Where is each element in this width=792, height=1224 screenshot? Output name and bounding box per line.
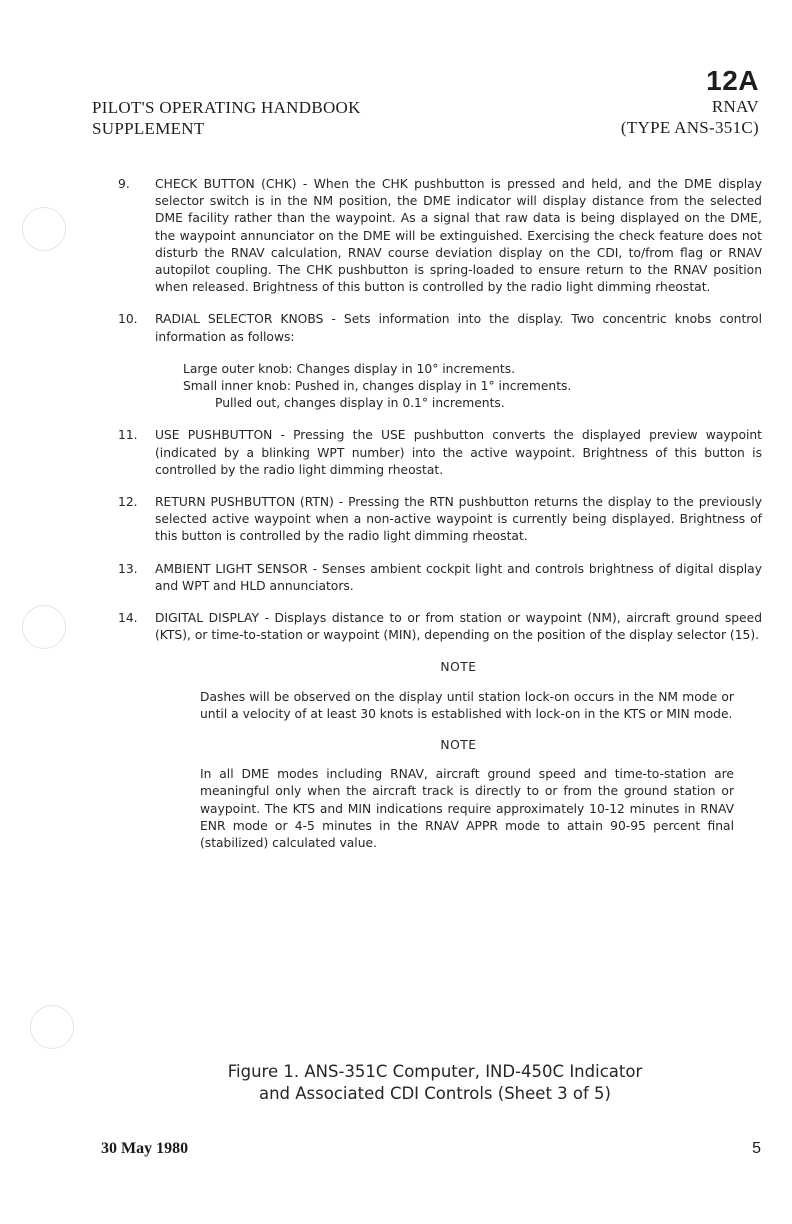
footer-page-number: 5 xyxy=(752,1140,761,1157)
list-item xyxy=(118,311,762,412)
list-item xyxy=(118,494,762,546)
knob-function-line: Pulled out, changes display in 0.1° increments. xyxy=(215,396,505,411)
item-text: USE PUSHBUTTON - Pressing the USE pushbutton converts the displayed preview waypoint (indicated by a blinking WPT number) into the active waypoint. Brightness of this button is controlled by the radio light dimming rheostat. xyxy=(155,428,762,477)
figure-caption-line2: and Associated CDI Controls (Sheet 3 of 5) xyxy=(258,1084,611,1103)
figure-caption xyxy=(150,1061,720,1105)
item-text: CHECK BUTTON (CHK) - When the CHK pushbutton is pressed and held, and the DME display selector switch is in the NM position, the DME indicator will display distance from the selected DME facility rather than the waypoint. As a signal that raw data is being displayed on the DME, the waypoint annunciator on the DME will be extinguished. Exercising the check feature does not disturb the RNAV calculation, RNAV course deviation display on the CDI, to/from flag or RNAV autopilot coupling. The CHK pushbutton is spring-loaded to ensure return to the RNAV position when released. Brightness of this button is controlled by the radio light dimming rheostat. xyxy=(155,177,762,295)
supplement-system: RNAV xyxy=(711,97,759,116)
item-number: 9. xyxy=(118,177,130,191)
item-number: 11. xyxy=(118,428,138,443)
list-item xyxy=(118,610,762,644)
punch-hole-mark xyxy=(30,1005,74,1049)
item-number: 12. xyxy=(118,495,138,510)
knob-function-line: Small inner knob: Pushed in, changes display in 1° increments. xyxy=(183,379,572,394)
note-heading: NOTE xyxy=(440,738,477,753)
handbook-title xyxy=(92,97,361,139)
punch-hole-mark xyxy=(22,605,66,649)
punch-hole-mark xyxy=(22,207,66,251)
knob-function-list xyxy=(155,361,762,413)
supplement-system-type: (TYPE ANS-351C) xyxy=(620,118,759,137)
footer-date: 30 May 1980 xyxy=(101,1140,189,1157)
handbook-title-line2: SUPPLEMENT xyxy=(92,119,205,138)
item-number: 13. xyxy=(118,561,138,576)
note-text: Dashes will be observed on the display until station lock-on occurs in the NM mode or until a velocity of at least 30 knots is established with lock-on in the KTS or MIN mode. xyxy=(200,689,734,721)
list-item xyxy=(118,176,762,296)
list-item xyxy=(118,561,762,595)
note-heading: NOTE xyxy=(440,660,477,675)
list-item xyxy=(118,427,762,479)
item-text: RETURN PUSHBUTTON (RTN) - Pressing the RTN pushbutton returns the display to the previously selected active waypoint when a non-active waypoint is currently being displayed. Brightness of this button is controlled by the radio light dimming rheostat. xyxy=(155,495,762,544)
figure-caption-line1: Figure 1. ANS-351C Computer, IND-450C Indicator xyxy=(227,1062,643,1081)
item-text: AMBIENT LIGHT SENSOR - Senses ambient cockpit light and controls brightness of digital display and WPT and HLD annunciators. xyxy=(155,561,762,593)
note-text: In all DME modes including RNAV, aircraft ground speed and time-to-station are meaningful only when the aircraft track is directly to or from the ground station or waypoint. The KTS and MIN indications require approximately 10-12 minutes in RNAV ENR mode or 4-5 minutes in the RNAV APPR mode to attain 90-95 percent final (stabilized) calculated value. xyxy=(200,767,734,851)
item-text: RADIAL SELECTOR KNOBS - Sets information into the display. Two concentric knobs control information as follows: xyxy=(155,312,762,344)
supplement-page-code: 12A xyxy=(706,65,759,96)
knob-function-line: Large outer knob: Changes display in 10° increments. xyxy=(183,361,516,376)
item-list xyxy=(118,176,762,852)
item-number: 14. xyxy=(118,611,138,626)
supplement-id xyxy=(621,66,759,138)
handbook-title-line1: PILOT'S OPERATING HANDBOOK xyxy=(92,98,361,117)
item-number: 10. xyxy=(118,312,138,327)
item-text: DIGITAL DISPLAY - Displays distance to or from station or waypoint (NM), aircraft ground speed (KTS), or time-to-station or waypoint (MIN), depending on the position of the display selector (15). xyxy=(155,611,762,643)
